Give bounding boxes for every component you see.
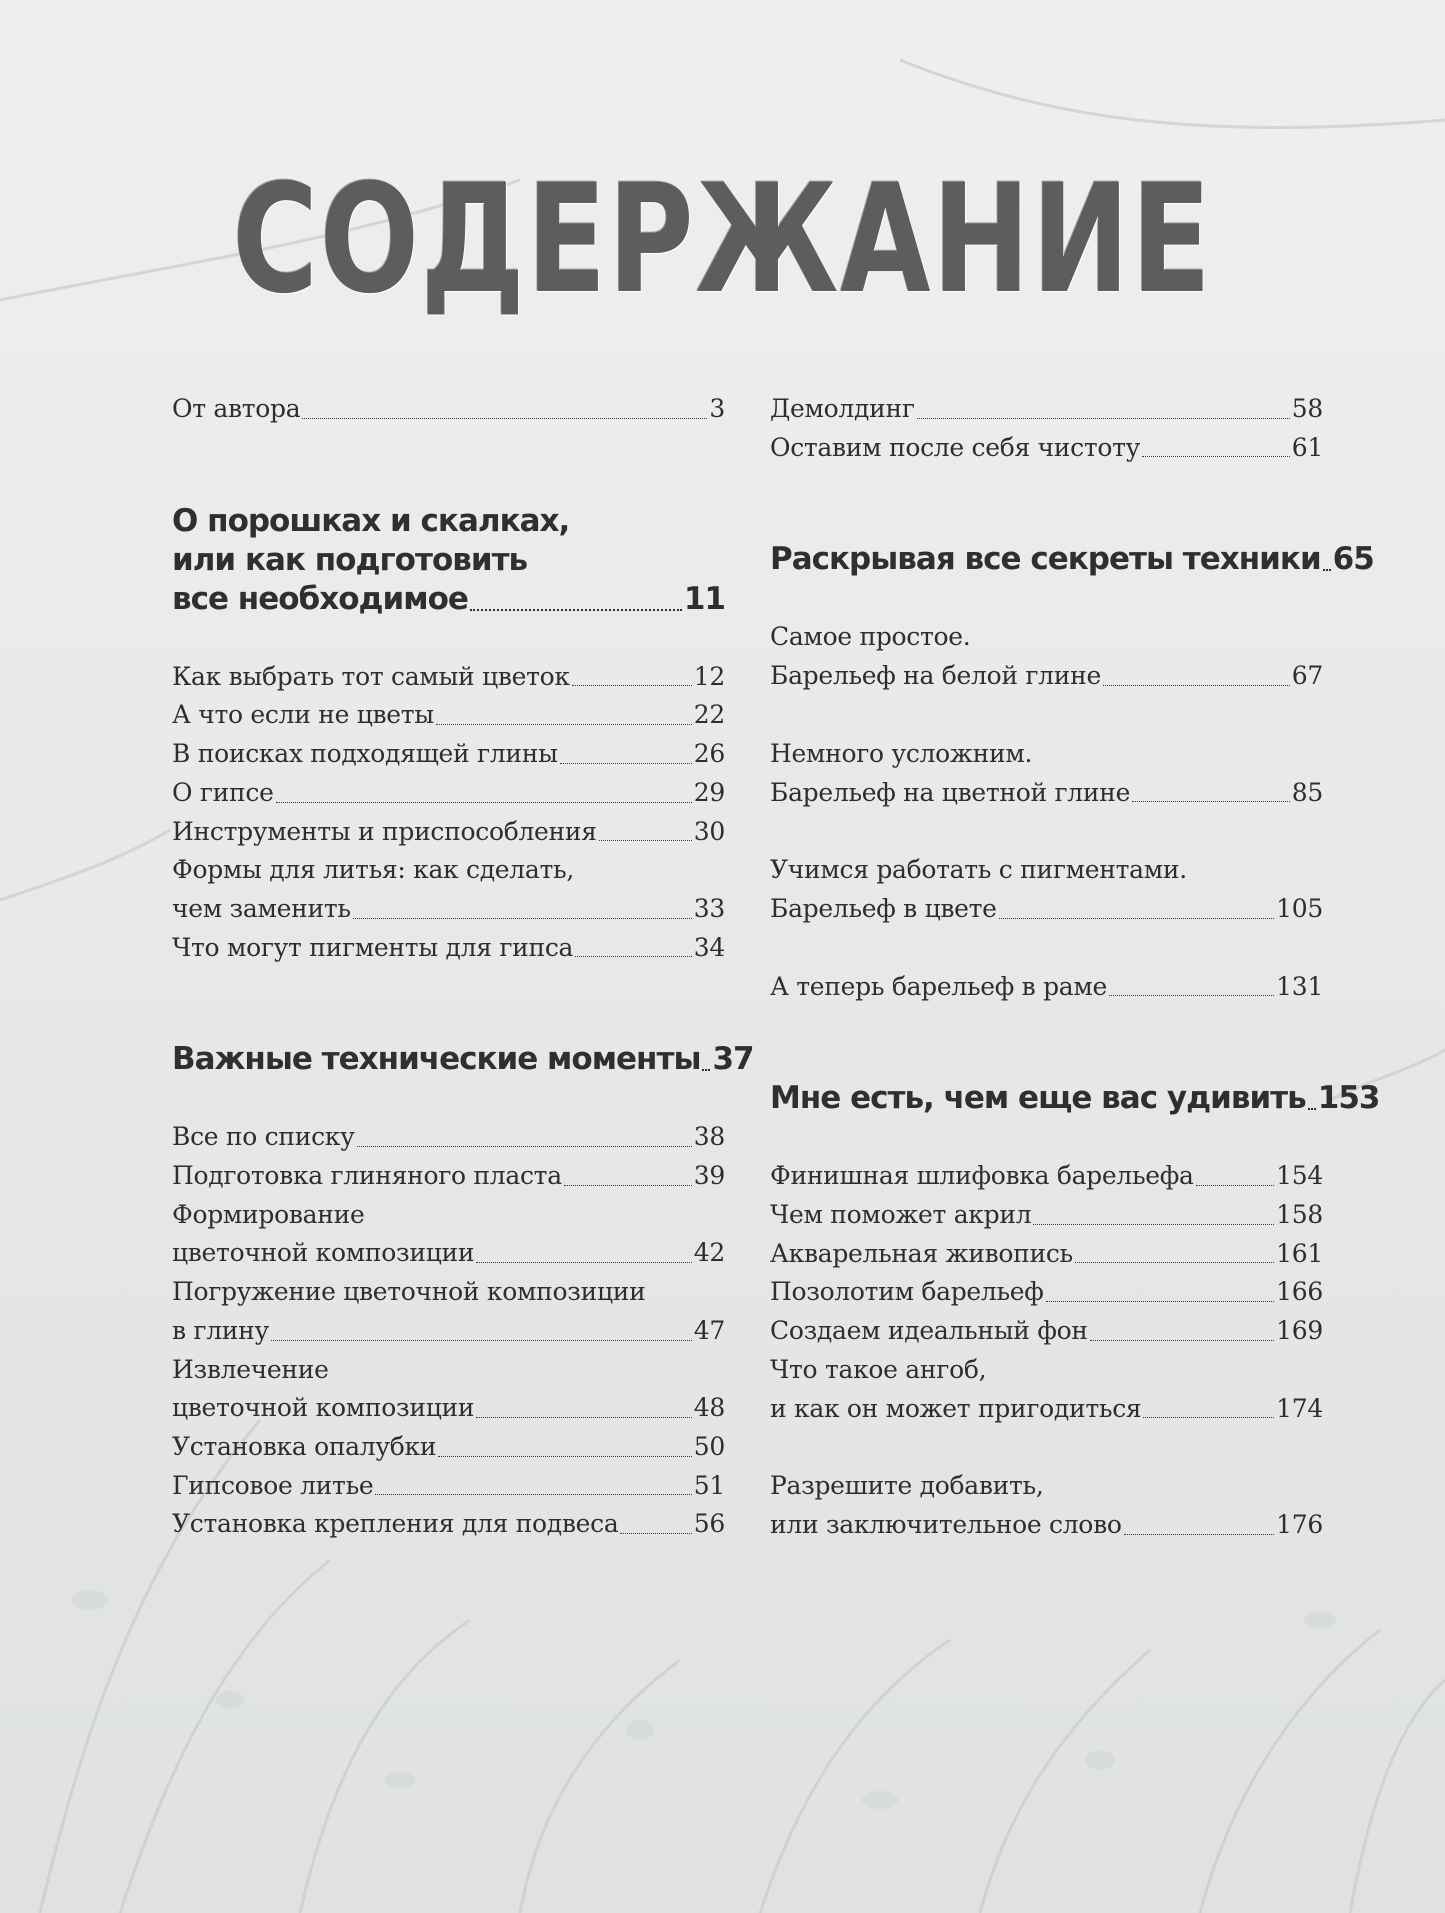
page-number: 50 <box>693 1431 725 1461</box>
entry-label: Барельеф на цветной глине <box>770 777 1131 807</box>
entry-line: Самое простое. <box>770 622 971 652</box>
page-number: 161 <box>1276 1238 1323 1268</box>
entry-line: Формирование <box>172 1199 365 1229</box>
toc-entry <box>172 929 725 968</box>
toc-entry <box>172 1428 725 1467</box>
toc-entry <box>770 429 1323 468</box>
entry-label: чем заменить <box>172 893 351 923</box>
toc-entry <box>770 1390 1323 1429</box>
leader-dots <box>620 1533 691 1534</box>
leader-dots <box>599 840 692 841</box>
heading-entry <box>770 540 1374 579</box>
entry-line: Извлечение <box>172 1354 329 1384</box>
page-number: 39 <box>693 1161 725 1191</box>
page-number: 67 <box>1291 661 1323 691</box>
page-number: 58 <box>1291 394 1323 423</box>
toc-entry <box>770 1235 1323 1274</box>
entry-label: и как он может пригодиться <box>770 1393 1142 1423</box>
toc-entry <box>770 390 1323 429</box>
leader-dots <box>1033 1224 1274 1225</box>
page-number: 65 <box>1332 541 1374 578</box>
entry-label: Как выбрать тот самый цветок <box>172 661 570 691</box>
leader-dots <box>1103 685 1290 686</box>
section-heading <box>172 502 725 619</box>
leader-dots <box>476 1262 692 1263</box>
toc-entry <box>172 735 725 774</box>
leader-dots <box>438 1456 692 1457</box>
page-number: 29 <box>693 777 725 807</box>
toc-entry <box>172 1234 725 1273</box>
leader-dots <box>999 918 1275 919</box>
entry-line: Учимся работать с пигментами. <box>770 855 1187 885</box>
entry-label: Установка опалубки <box>172 1431 437 1461</box>
leader-dots <box>1124 1534 1275 1535</box>
toc-entry <box>770 1506 1323 1545</box>
leader-dots <box>702 1069 710 1071</box>
heading-line: О порошках и скалках, <box>172 502 570 539</box>
entry-label: Финишная шлифовка барельефа <box>770 1161 1194 1191</box>
page-number: 11 <box>683 580 725 617</box>
page-number: 85 <box>1291 777 1323 807</box>
page-number: 176 <box>1276 1509 1323 1539</box>
entry-label: Барельеф на белой глине <box>770 661 1101 691</box>
toc-entry <box>172 890 725 929</box>
entry-label: Демолдинг <box>770 394 915 423</box>
toc-right-column <box>770 390 1380 1545</box>
leader-dots <box>1196 1185 1275 1186</box>
page-number: 174 <box>1276 1393 1323 1423</box>
page-number: 42 <box>693 1238 725 1268</box>
entry-line: Формы для литья: как сделать, <box>172 855 574 885</box>
entry-label: или заключительное слово <box>770 1509 1122 1539</box>
entry-label: все необходимое <box>172 580 468 617</box>
page-number: 166 <box>1276 1277 1323 1307</box>
entry-label: А что если не цветы <box>172 700 434 730</box>
leader-dots <box>564 1185 692 1186</box>
heading-entry <box>172 580 725 619</box>
page-number: 169 <box>1276 1316 1323 1346</box>
section-heading <box>770 540 1374 579</box>
leader-dots <box>1132 801 1290 802</box>
entry-line: Погружение цветочной композиции <box>172 1277 646 1307</box>
leader-dots <box>1046 1301 1275 1302</box>
leader-dots <box>436 724 692 725</box>
page-number: 22 <box>693 700 725 730</box>
toc-left-column <box>172 390 754 1544</box>
page-number: 30 <box>693 816 725 846</box>
toc-entry <box>770 968 1323 1007</box>
leader-dots <box>1308 1108 1316 1110</box>
entry-label: О гипсе <box>172 777 274 807</box>
section-heading <box>770 1079 1380 1118</box>
page-number: 12 <box>693 661 725 691</box>
leader-dots <box>560 763 692 764</box>
toc-entry <box>172 1389 725 1428</box>
entry-label: цветочной композиции <box>172 1238 475 1268</box>
page-number: 61 <box>1291 432 1323 462</box>
page-number: 3 <box>709 394 725 423</box>
toc-entry <box>770 1157 1323 1196</box>
entry-label: Все по списку <box>172 1122 355 1152</box>
leader-dots <box>302 418 707 419</box>
page-number: 56 <box>693 1509 725 1539</box>
toc-entry <box>770 1273 1323 1312</box>
entry-label: цветочной композиции <box>172 1393 475 1423</box>
entry-label: Барельеф в цвете <box>770 893 997 923</box>
toc-entry <box>770 657 1323 696</box>
heading-line: или как подготовить <box>172 541 528 578</box>
entry-label: Создаем идеальный фон <box>770 1316 1088 1346</box>
entry-label: Оставим после себя чистоту <box>770 432 1141 462</box>
page-number: 131 <box>1276 971 1323 1001</box>
page-number: 37 <box>712 1041 754 1078</box>
toc-entry <box>172 658 725 697</box>
toc-entry <box>172 1467 725 1506</box>
leader-dots <box>476 1417 692 1418</box>
leader-dots <box>357 1146 692 1147</box>
entry-label: Позолотим барельеф <box>770 1277 1044 1307</box>
section-heading <box>172 1040 754 1079</box>
heading-entry <box>770 1079 1380 1118</box>
toc-entry <box>172 390 725 429</box>
page-number: 153 <box>1317 1080 1380 1117</box>
toc-entry <box>172 1505 725 1544</box>
entry-label: В поисках подходящей глины <box>172 739 558 769</box>
page-number: 26 <box>693 739 725 769</box>
entry-label: Важные технические моменты <box>172 1041 701 1078</box>
entry-label: Акварельная живопись <box>770 1238 1073 1268</box>
toc-entry <box>172 1312 725 1351</box>
leader-dots <box>575 956 692 957</box>
page-number: 51 <box>693 1470 725 1500</box>
heading-entry <box>172 1040 754 1079</box>
toc-entry <box>770 890 1323 929</box>
entry-label: в глину <box>172 1315 269 1345</box>
toc-entry <box>770 1196 1323 1235</box>
entry-line: Разрешите добавить, <box>770 1471 1044 1501</box>
leader-dots <box>917 418 1290 419</box>
entry-line: Что такое ангоб, <box>770 1354 987 1384</box>
page-number: 48 <box>693 1393 725 1423</box>
toc-entry <box>172 774 725 813</box>
leader-dots <box>271 1340 692 1341</box>
leader-dots <box>1090 1340 1274 1341</box>
page-number: 158 <box>1276 1200 1323 1230</box>
entry-label: Гипсовое литье <box>172 1470 374 1500</box>
page-number: 38 <box>693 1122 725 1152</box>
page-number: 34 <box>693 932 725 962</box>
entry-label: Инструменты и приспособления <box>172 816 597 846</box>
entry-label: Раскрывая все секреты техники <box>770 541 1321 578</box>
toc-entry <box>770 774 1323 813</box>
leader-dots <box>1142 456 1290 457</box>
toc-entry <box>770 1312 1323 1351</box>
entry-label: Установка крепления для подвеса <box>172 1509 619 1539</box>
page-number: 33 <box>693 893 725 923</box>
entry-label: А теперь барельеф в раме <box>770 971 1108 1001</box>
leader-dots <box>1109 995 1274 996</box>
leader-dots <box>276 802 692 803</box>
page-number: 47 <box>693 1315 725 1345</box>
page-number: 105 <box>1276 893 1323 923</box>
entry-label: Что могут пигменты для гипса <box>172 932 574 962</box>
leader-dots <box>1075 1262 1274 1263</box>
leader-dots <box>375 1494 691 1495</box>
leader-dots <box>470 609 682 611</box>
entry-label: Чем поможет акрил <box>770 1200 1032 1230</box>
toc-entry <box>172 813 725 852</box>
entry-label: Мне есть, чем еще вас удивить <box>770 1080 1306 1117</box>
entry-label: Подготовка глиняного пласта <box>172 1161 562 1191</box>
page-number: 154 <box>1276 1161 1323 1191</box>
page-title: СОДЕРЖАНИЕ <box>232 153 1213 327</box>
toc-entry <box>172 696 725 735</box>
leader-dots <box>1143 1417 1274 1418</box>
leader-dots <box>353 918 692 919</box>
entry-line: Немного усложним. <box>770 738 1033 768</box>
leader-dots <box>1323 569 1331 571</box>
toc-entry <box>172 1157 725 1196</box>
leader-dots <box>572 685 692 686</box>
entry-label: От автора <box>172 394 301 423</box>
toc-entry <box>172 1118 725 1157</box>
